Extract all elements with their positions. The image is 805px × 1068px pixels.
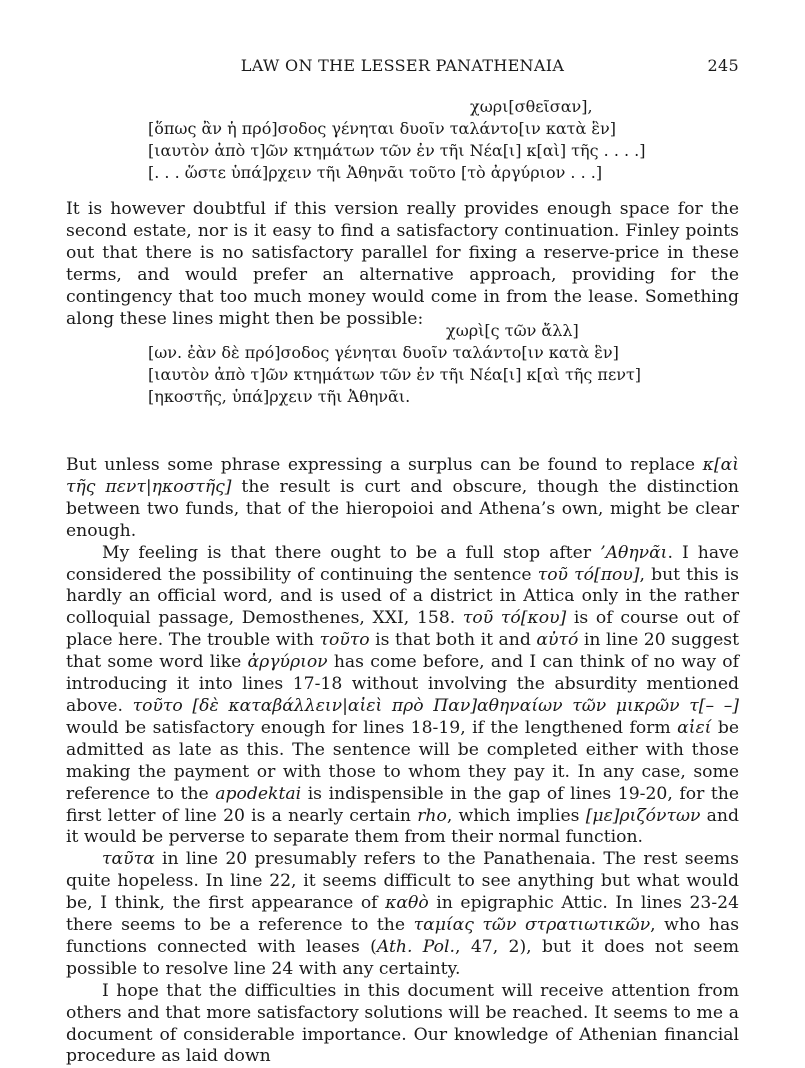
italic-term: apodektai [215,783,302,804]
inscription-line: [ων. ἐὰν δὲ πρό]σοδος γένηται δυοῖν ταλάντο[ιν κατὰ ἓν] [148,343,619,362]
running-title: LAW ON THE LESSER PANATHENAIA [240,56,565,75]
inscription-line: [ιαυτὸν ἀπὸ τ]ῶν κτημάτων τῶν ἐν τῆι Νέα[ι] κ[αὶ τῆς πεντ] [148,365,642,384]
greek-phrase: τοῦτο [319,630,370,651]
inscription-line: χωρι[σθεῖσαν], [470,97,593,116]
greek-inscription-restoration-1 [148,96,646,184]
citation: Ath. Pol. [376,936,455,957]
greek-phrase: κ[αὶ τῆς πεντ|ηκοστῆς] [66,455,739,497]
paragraph: It is however doubtful if this version really provides enough space for the second estate, nor is it easy to find a satisfactory continuation. Finley points out that there is no satisfactory parallel for fixing a reserve-price in these terms, and would prefer an alternative approach, providing for the contingency that too much money would come in from the lease. Something along these lines might then be possible: [66,199,739,329]
greek-phrase: ταῦτα [102,849,155,870]
greek-inscription-restoration-2 [148,320,641,408]
paragraph: ταῦτα in line 20 presumably refers to the Panathenaia. The rest seems quite hopeless. In line 22, it seems difficult to see anything but what would be, I think, the first appearance of καθὸ in epigraphic Attic. In lines 23-24 there seems to be a reference to the ταμίας τῶν στρατιωτικῶν, who has functions connected with leases (Ath. Pol., 47, 2), but it does not seem possible to resolve line 24 with any certainty. [66,849,740,979]
inscription-line: [. . . ὥστε ὑπά]ρχειν τῆι Ἀθηνᾶι τοῦτο [τὸ ἀργύριον . . .] [148,163,603,182]
greek-phrase: αἰεί [677,717,712,738]
greek-phrase: καθὸ [385,893,429,914]
greek-phrase: τοῦ τό[κου] [462,608,567,629]
greek-phrase: ἀργύριον [247,652,328,673]
inscription-line: χωρὶ[ς τῶν ἄλλ] [446,321,579,340]
greek-phrase: τοῦ τό[που] [537,564,640,585]
body-text-main [66,455,739,1068]
italic-term: rho [417,805,447,826]
inscription-line: [ηκοστῆς, ὑπά]ρχειν τῆι Ἀθηνᾶι. [148,387,411,406]
paragraph: My feeling is that there ought to be a full stop after ’Αθηνᾶι. I have considered the possibility of continuing the sentence τοῦ τό[που], but this is hardly an official word, and is used of a district in Attica only in the rather colloquial passage, Demosthenes, XXI, 158. τοῦ τό[κου] is of course out of place here. The trouble with τοῦτο is that both it and αὐτό in line 20 suggest that some word like ἀργύριον has come before, and I can think of no way of introducing it into lines 17-18 without involving the absurdity mentioned above. τοῦτο [δὲ καταβάλλειν|αἰεὶ πρὸ Παν]αθηναίων τῶν μικρῶν τ[– –] would be satisfactory enough for lines 18-19, if the lengthened form αἰεί be admitted as late as this. The sentence will be completed either with those making the payment or with those to whom they pay it. In any case, some reference to the apodektai is indispensible in the gap of lines 19-20, for the first letter of line 20 is a nearly certain rho, which implies [με]ριζόντων and it would be perverse to separate them from their normal function. [66,542,740,848]
inscription-line: [ιαυτὸν ἀπὸ τ]ῶν κτημάτων τῶν ἐν τῆι Νέα[ι] κ[αὶ] τῆς . . . .] [148,141,646,160]
greek-phrase: αὐτό [536,630,579,651]
paragraph: I hope that the difficulties in this document will receive attention from others and that more satisfactory solutions will be reached. It seems to me a document of considerable importance. Our knowledge of Athenian financial procedure as laid down [66,980,739,1067]
greek-phrase: ταμίας τῶν στρατιωτικῶν [413,915,651,936]
inscription-line: [ὅπως ἂν ἡ πρό]σοδος γένηται δυοῖν ταλάντο[ιν κατὰ ἓν] [148,119,616,138]
greek-phrase: τοῦτο [δὲ καταβάλλειν|αἰεὶ πρὸ Παν]αθηναίων τῶν μικρῶν τ[– –] [132,695,740,716]
greek-phrase: ’Αθηνᾶι [600,542,668,563]
page-number: 245 [707,56,739,75]
greek-phrase: [με]ριζόντων [585,805,701,826]
running-header [66,56,739,80]
paragraph: But unless some phrase expressing a surplus can be found to replace κ[αὶ τῆς πεντ|ηκοστῆς] the result is curt and obscure, though the distinction between two funds, that of the hieropoioi and Athena’s own, might be clear enough. [66,455,739,541]
body-text-top [66,199,739,330]
